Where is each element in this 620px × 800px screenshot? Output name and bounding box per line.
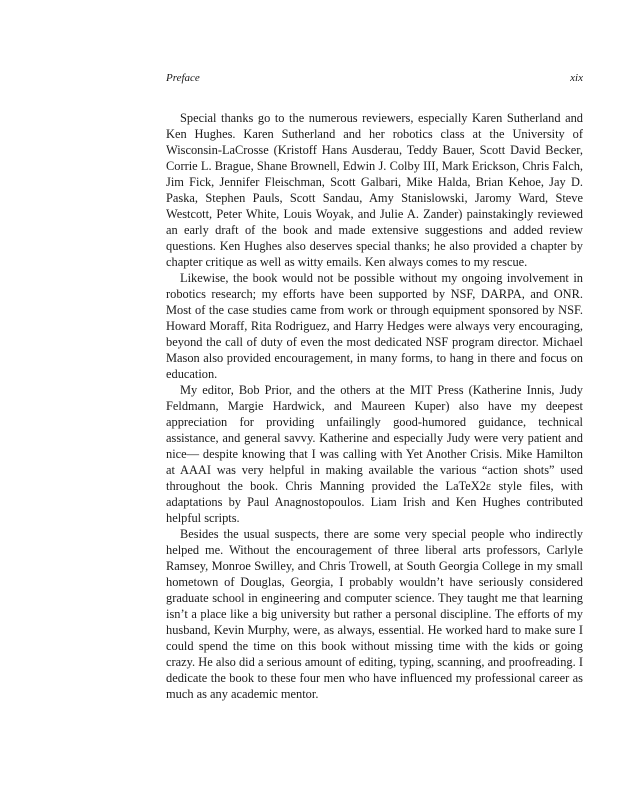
- page-number: xix: [570, 72, 583, 84]
- running-head: [166, 70, 583, 86]
- body-text: [166, 110, 583, 702]
- paragraph-research-support: Likewise, the book would not be possible without my ongoing involvement in robotics research; my efforts have been supported by NSF, DARPA, and ONR. Most of the case studies came from work or through equipment sponsored by NSF. Howard Moraff, Rita Rodriguez, and Harry Hedges were always very encouraging, beyond the call of duty of even the most dedicated NSF program director. Michael Mason also provided encouragement, in many forms, to hang in there and focus on education.: [166, 271, 583, 381]
- section-title: Preface: [166, 72, 200, 84]
- paragraph-mentors: Besides the usual suspects, there are some very special people who indirectly helped me. Without the encouragement of three liberal arts professors, Carlyle Ramsey, Monroe Swilley, and Chris Trowell, at South Georgia College in my small hometown of Douglas, Georgia, I probably wouldn’t have seriously considered graduate school in engineering and computer science. They taught me that learning isn’t a place like a big university but rather a personal discipline. The efforts of my husband, Kevin Murphy, were, as always, essential. He worked hard to make sure I could spend the time on this book without missing time with the kids or going crazy. He also did a serious amount of editing, typing, scanning, and proofreading. I dedicate the book to these four men who have influenced my professional career as much as any academic mentor.: [166, 527, 583, 701]
- paragraph-mit-press: My editor, Bob Prior, and the others at the MIT Press (Katherine Innis, Judy Feldmann, Margie Hardwick, and Maureen Kuper) also have my deepest appreciation for providing unfailingly good-humored guidance, technical assistance, and general savvy. Katherine and especially Judy were very patient and nice— despite knowing that I was calling with Yet Another Crisis. Mike Hamilton at AAAI was very helpful in making available the various “action shots” used throughout the book. Chris Manning provided the LaTeX2ε style files, with adaptations by Paul Anagnostopoulos. Liam Irish and Ken Hughes contributed helpful scripts.: [166, 383, 583, 525]
- paragraph-reviewers: Special thanks go to the numerous reviewers, especially Karen Sutherland and Ken Hughes. Karen Sutherland and her robotics class at the University of Wisconsin-LaCrosse (Kristoff Hans Ausderau, Teddy Bauer, Scott David Becker, Corrie L. Brague, Shane Brownell, Edwin J. Colby III, Mark Erickson, Chris Falch, Jim Fick, Jennifer Fleischman, Scott Galbari, Mike Halda, Brian Kehoe, Jay D. Paska, Stephen Pauls, Scott Sandau, Amy Stanislowski, Jaromy Ward, Steve Westcott, Peter White, Louis Woyak, and Julie A. Zander) painstakingly reviewed an early draft of the book and made extensive suggestions and added review questions. Ken Hughes also deserves special thanks; he also provided a chapter by chapter critique as well as witty emails. Ken always comes to my rescue.: [166, 111, 583, 269]
